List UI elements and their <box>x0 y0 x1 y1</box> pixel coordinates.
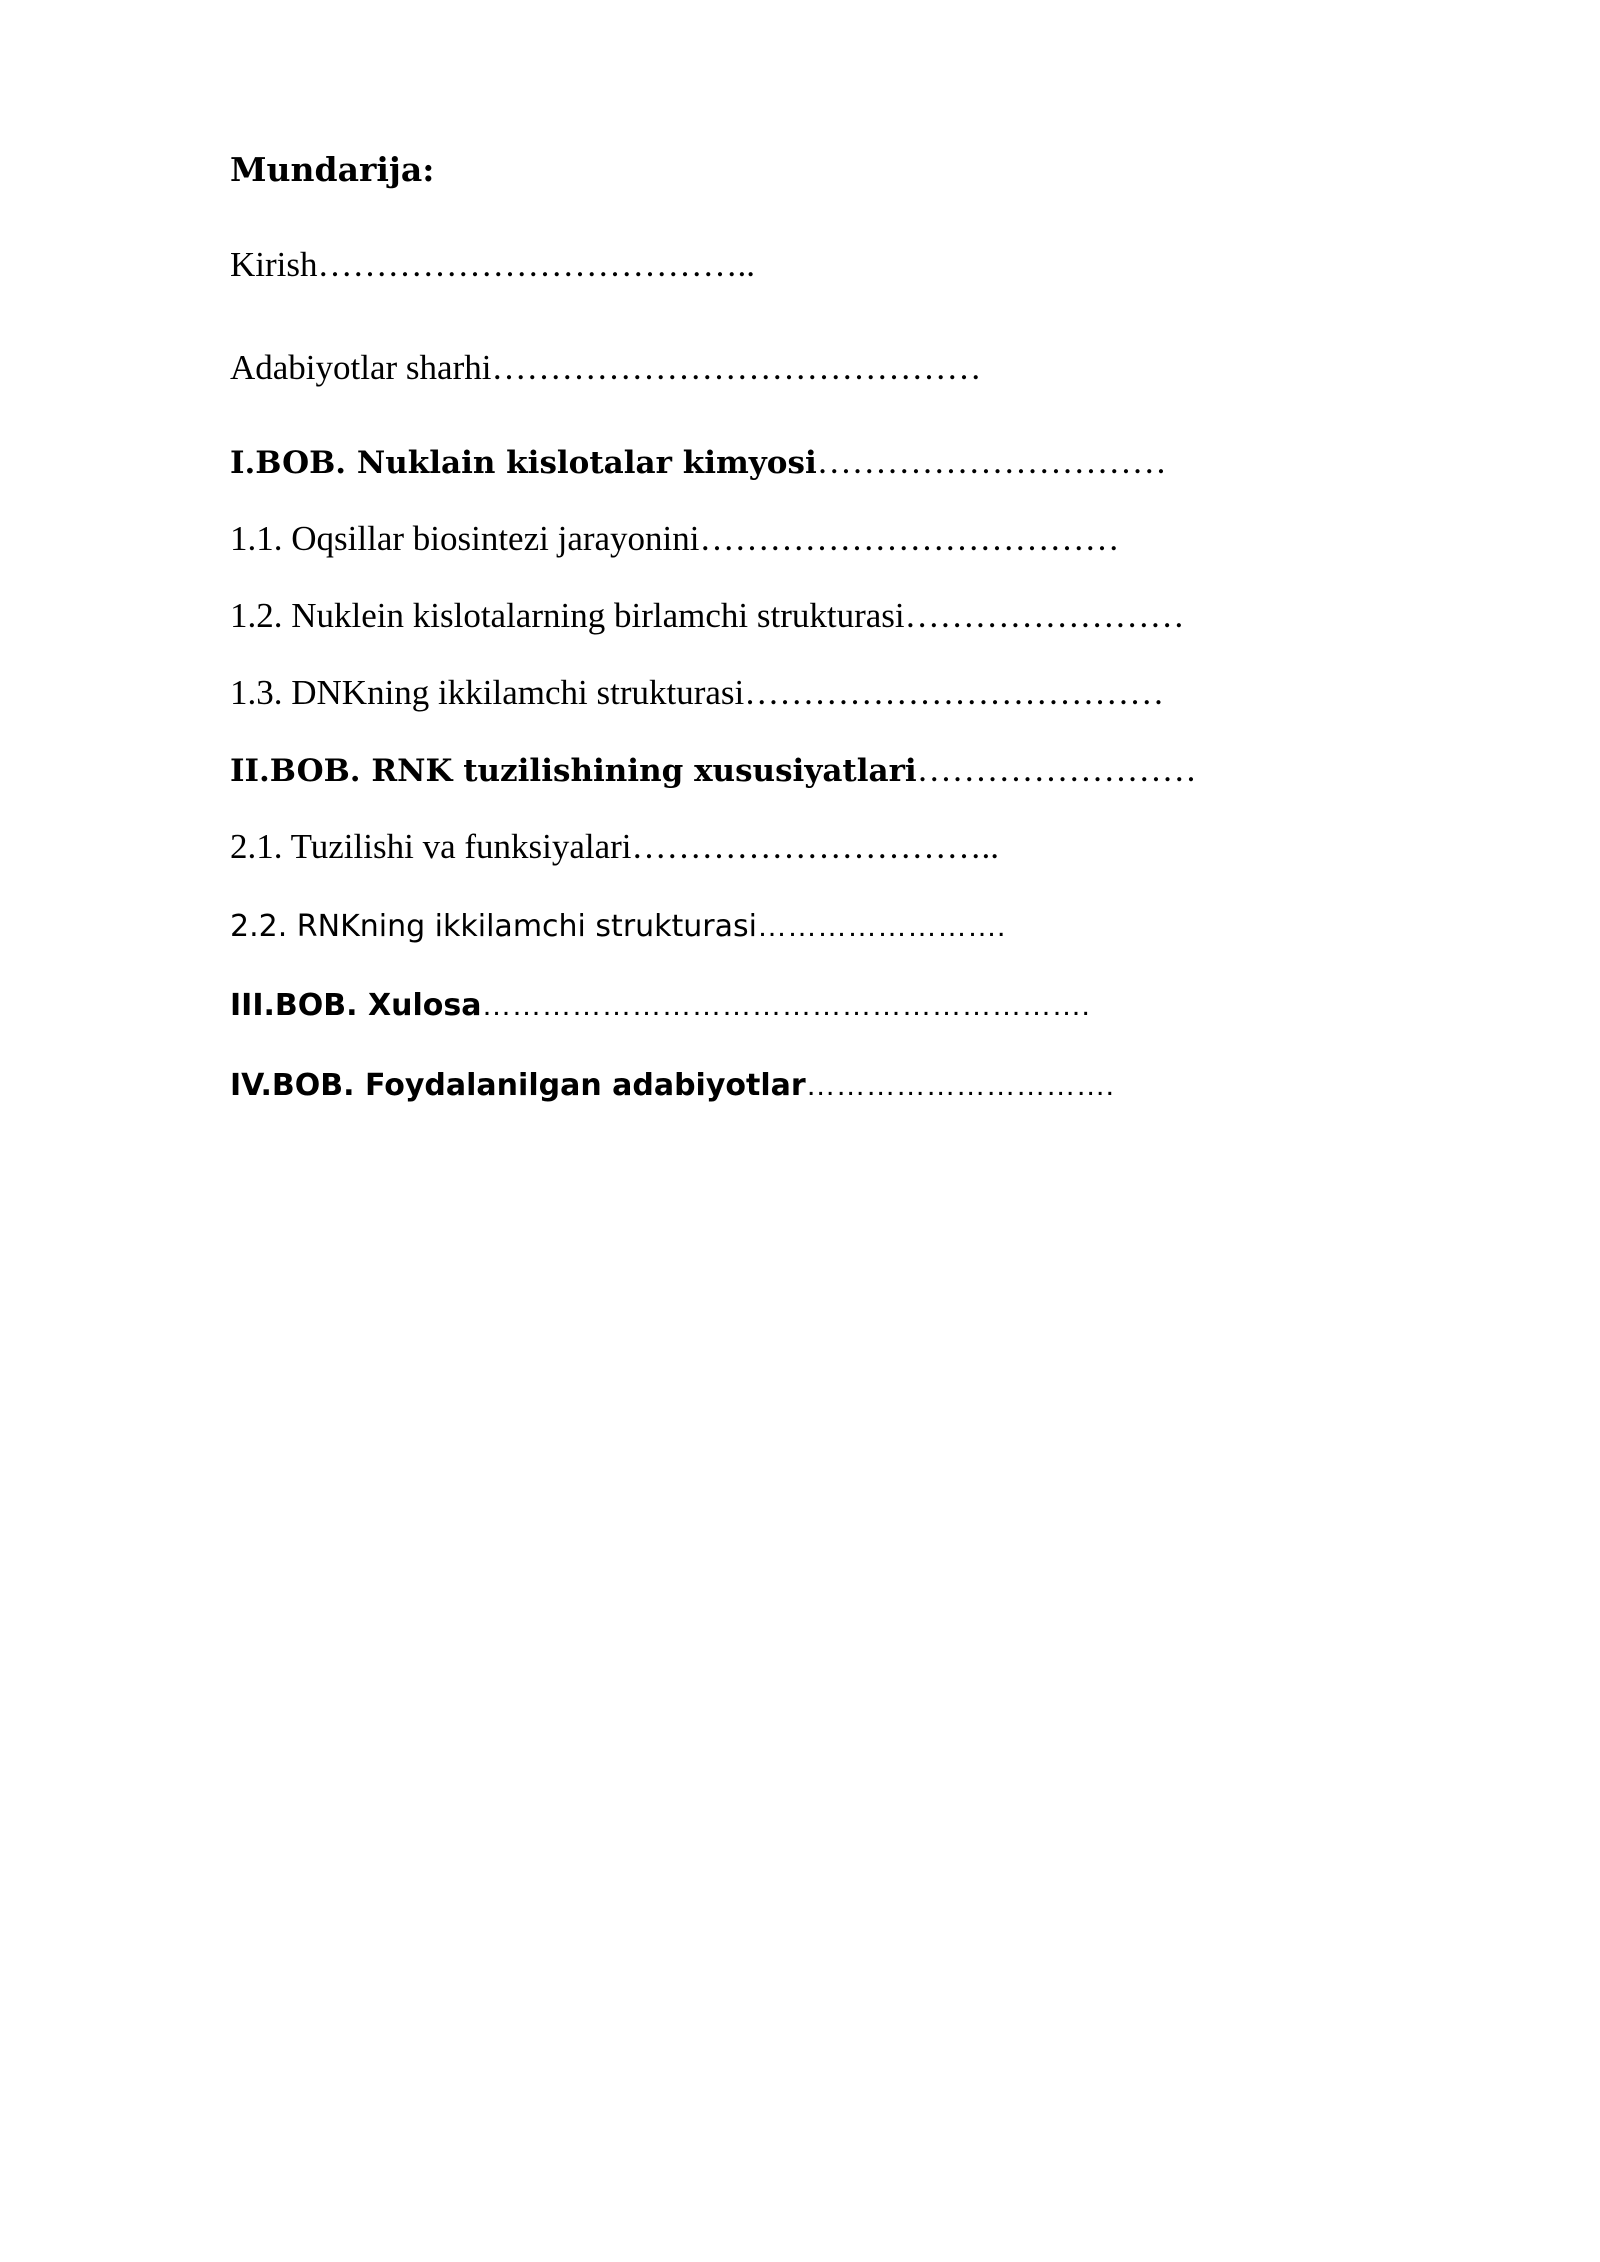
toc-entry-leader: ……………………………….. <box>317 245 755 284</box>
toc-heading: Mundarija: <box>230 150 435 189</box>
toc-entry-leader: ………………………… <box>816 442 1167 481</box>
toc-entry-section-2-1 <box>230 827 999 867</box>
toc-entry-title: 2.2. RNKning ikkilamchi strukturasi <box>230 909 757 944</box>
toc-entry-section-1-2 <box>230 596 1185 636</box>
toc-entry-adabiyotlar-sharhi <box>230 348 981 388</box>
toc-entry-leader: ……………………………… <box>744 673 1165 712</box>
toc-entry-leader: …………………… <box>904 596 1185 635</box>
toc-entry-leader: …………………… <box>916 750 1197 789</box>
toc-entry-leader: ……………………. <box>757 910 1006 943</box>
toc-entry-title: Kirish <box>230 245 318 284</box>
toc-entry-kirish <box>230 245 755 285</box>
toc-entry-title: Adabiyotlar sharhi <box>230 348 492 387</box>
toc-entry-title: I.BOB. Nuklain kislotalar kimyosi <box>230 445 817 481</box>
toc-entry-leader: …………………………………… <box>491 348 982 387</box>
toc-entry-leader: ………………………….. <box>631 827 1000 866</box>
toc-entry-title: 1.3. DNKning ikkilamchi strukturasi <box>230 673 745 712</box>
toc-entry-chapter-1 <box>230 442 1167 483</box>
toc-entry-chapter-4 <box>230 1065 1114 1106</box>
toc-entry-leader: …………………………. <box>805 1069 1115 1102</box>
toc-entry-section-1-3 <box>230 673 1164 713</box>
toc-entry-leader: ……………………………………………………. <box>481 989 1090 1022</box>
toc-entry-section-2-2 <box>230 905 1005 947</box>
toc-entry-title: 1.1. Oqsillar biosintezi jarayonini <box>230 519 700 558</box>
toc-entry-title: 2.1. Tuzilishi va funksiyalari <box>230 827 632 866</box>
toc-entry-title: 1.2. Nuklein kislotalarning birlamchi strukturasi <box>230 596 905 635</box>
toc-entry-leader: ……………………………… <box>699 519 1120 558</box>
toc-entry-title: III.BOB. Xulosa <box>230 988 482 1023</box>
toc-entry-title: IV.BOB. Foydalanilgan adabiyotlar <box>230 1068 806 1103</box>
toc-entry-chapter-2 <box>230 750 1197 791</box>
toc-entry-section-1-1 <box>230 519 1120 559</box>
toc-entry-chapter-3 <box>230 985 1090 1026</box>
toc-entry-title: II.BOB. RNK tuzilishining xususiyatlari <box>230 753 917 789</box>
